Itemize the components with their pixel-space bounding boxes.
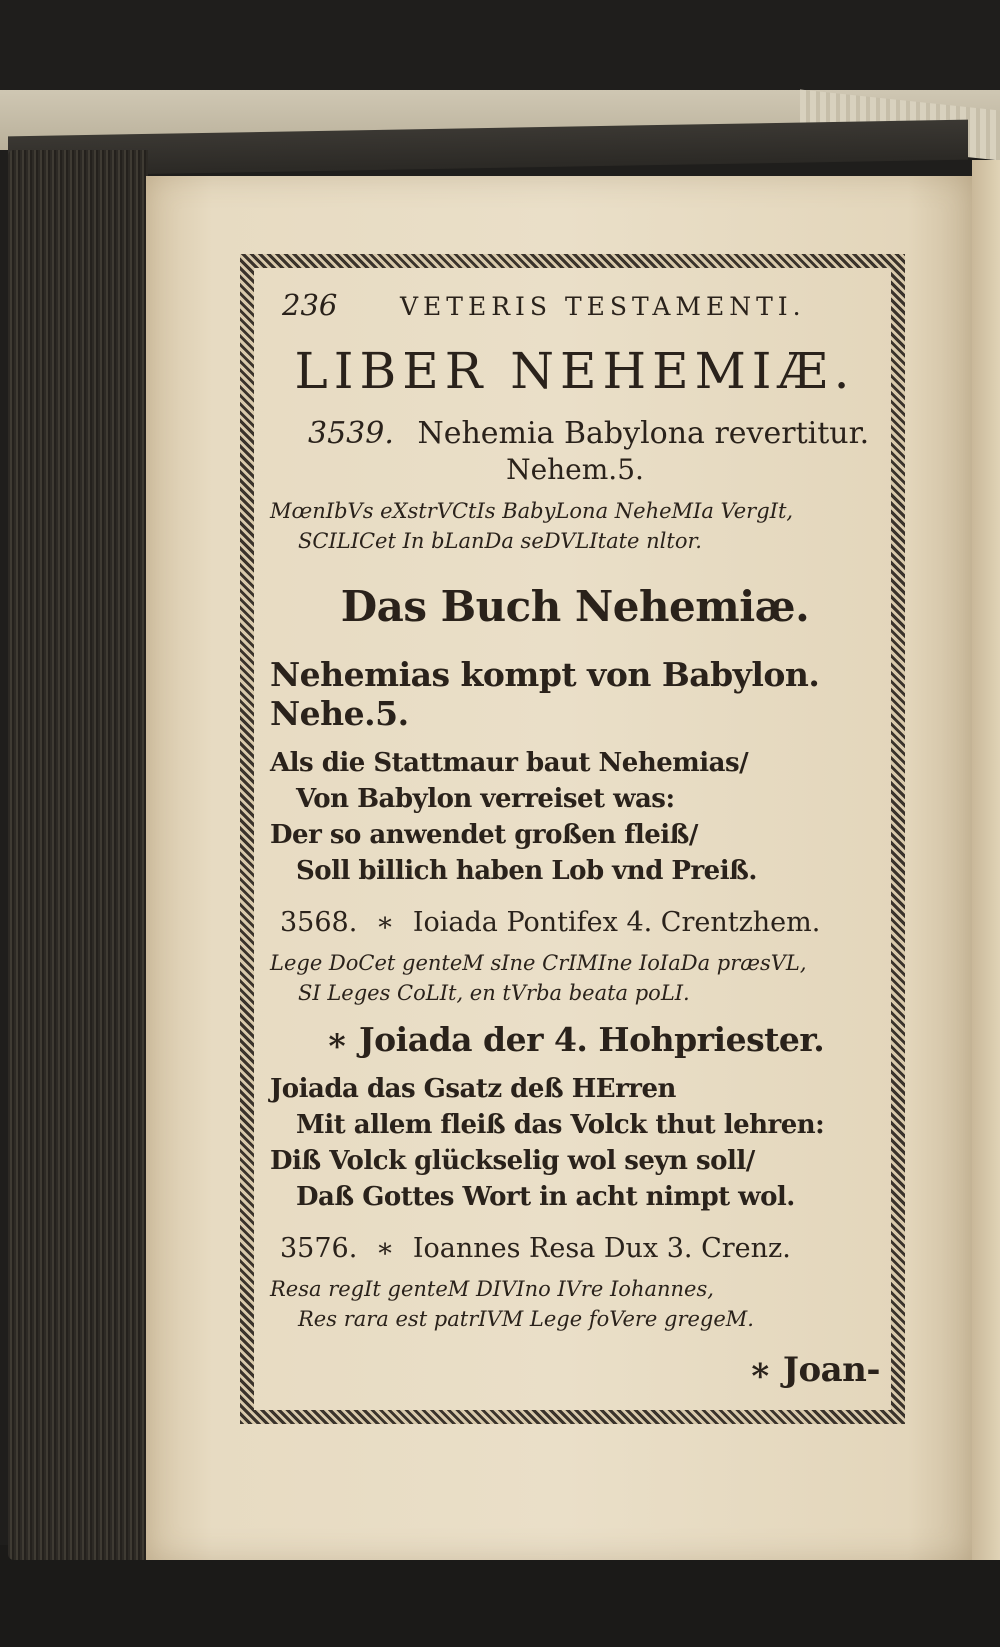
entry-3-year: 3576. — [280, 1233, 358, 1264]
entry-1 — [270, 416, 880, 451]
section-heading: ∗ Joiada der 4. Hohpriester. — [325, 1020, 825, 1059]
verse-line: Joiada das Gsatz deß HErren — [270, 1074, 676, 1104]
page-number: 236 — [282, 288, 338, 322]
verse-1 — [270, 745, 880, 889]
verse-line: Von Babylon verreiset was: — [296, 784, 675, 814]
entry-3 — [270, 1233, 880, 1264]
page-text — [270, 282, 880, 1390]
background-bottom — [0, 1545, 1000, 1647]
page-header — [270, 282, 880, 330]
verse-line: Als die Stattmaur baut Nehemias/ — [270, 748, 749, 778]
facing-page-edge — [972, 160, 1000, 1560]
asterisk-icon: ∗ — [375, 907, 395, 938]
page-title: LIBER NEHEMIÆ. — [294, 342, 856, 400]
verse-line: Der so anwendet großen fleiß/ — [270, 820, 698, 850]
entry-2 — [270, 907, 880, 938]
verse-line: Diß Volck glückselig wol seyn soll/ — [270, 1146, 755, 1176]
entry-1-ref: Nehem.5. — [506, 453, 644, 486]
asterisk-icon: ∗ — [375, 1233, 395, 1264]
entry-3-text: Ioannes Resa Dux 3. Crenz. — [412, 1233, 791, 1264]
book-page-edges — [8, 150, 148, 1560]
entry-2-text: Ioiada Pontifex 4. Crentzhem. — [412, 907, 821, 938]
verse-line: Daß Gottes Wort in acht nimpt wol. — [296, 1182, 795, 1212]
chronogram-line: Lege DoCet genteM sIne CrIMIne IoIaDa præsVL, — [270, 951, 807, 975]
entry-1-text: Nehemia Babylona revertitur. — [417, 416, 870, 451]
chronogram-line: Resa regIt genteM DIVIno IVre Iohannes, — [270, 1277, 714, 1301]
german-title: Das Buch Nehemiæ. — [340, 582, 810, 631]
german-subtitle: Nehemias kompt von Babylon. Nehe.5. — [270, 655, 820, 733]
chronogram-line: Res rara est patrIVM Lege foVere gregeM. — [298, 1307, 754, 1331]
verse-2 — [270, 1071, 880, 1215]
verse-line: Soll billich haben Lob vnd Preiß. — [296, 856, 757, 886]
chronogram-line: MœnIbVs eXstrVCtIs BabyLona NeheMIa VergIt, — [270, 499, 794, 523]
entry-1-year: 3539. — [308, 416, 394, 451]
chronogram-3 — [270, 1274, 880, 1334]
running-head: VETERIS TESTAMENTI. — [400, 292, 806, 321]
chronogram-2 — [270, 948, 880, 1008]
chronogram-line: SCILICet In bLanDa seDVLItate nltor. — [298, 529, 702, 553]
chronogram-1 — [270, 496, 880, 556]
catchword: ∗ Joan- — [748, 1350, 880, 1390]
verse-line: Mit allem fleiß das Volck thut lehren: — [296, 1110, 825, 1140]
chronogram-line: SI Leges CoLIt, en tVrba beata poLI. — [298, 981, 690, 1005]
entry-2-year: 3568. — [280, 907, 358, 938]
